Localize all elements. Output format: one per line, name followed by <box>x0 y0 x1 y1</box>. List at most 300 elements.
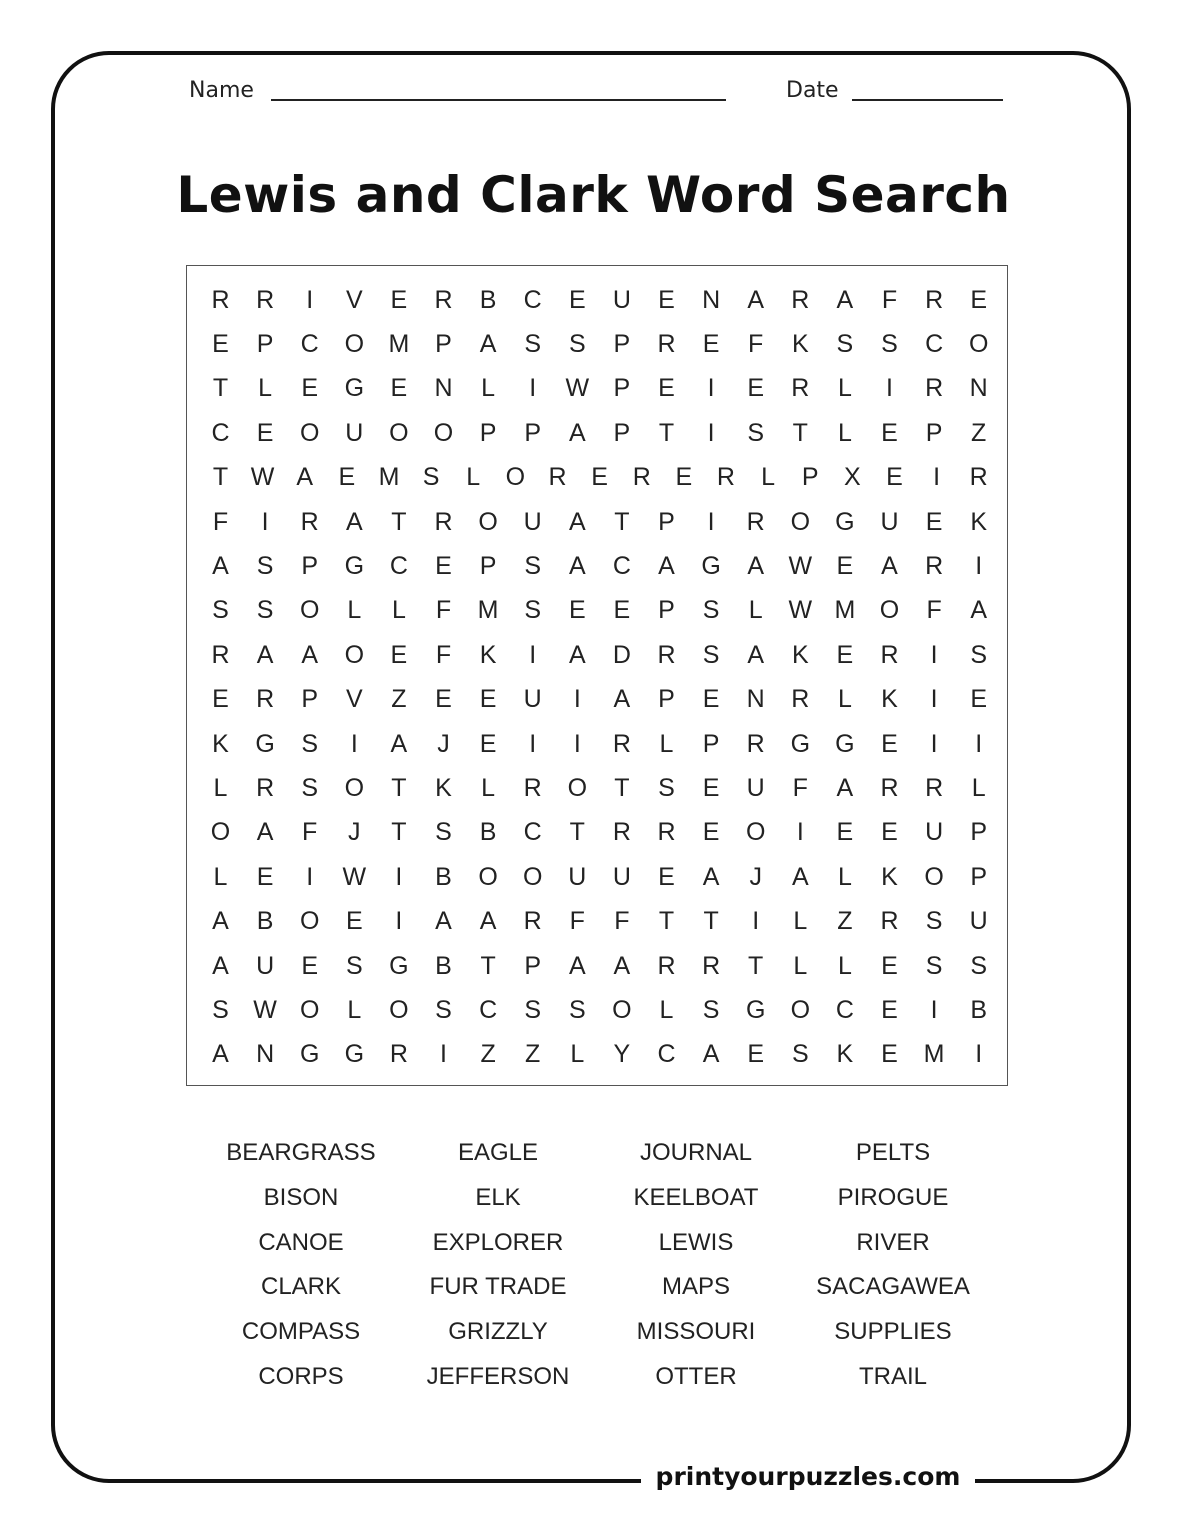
grid-letter[interactable]: R <box>702 951 721 980</box>
grid-letter[interactable]: A <box>791 862 809 891</box>
grid-letter[interactable]: E <box>658 285 675 314</box>
grid-letter[interactable]: P <box>702 729 720 758</box>
grid-letter[interactable]: R <box>389 1040 408 1069</box>
grid-letter[interactable]: C <box>479 995 498 1024</box>
grid-letter[interactable]: R <box>925 551 944 580</box>
grid-letter[interactable]: E <box>435 551 452 580</box>
grid-letter[interactable]: V <box>345 285 363 314</box>
grid-letter[interactable]: E <box>836 551 854 580</box>
grid-letter[interactable]: W <box>342 862 367 891</box>
grid-letter[interactable]: R <box>523 907 542 936</box>
grid-letter[interactable]: S <box>435 995 452 1024</box>
grid-letter[interactable]: B <box>970 995 988 1024</box>
grid-letter[interactable]: R <box>657 329 676 358</box>
grid-letter[interactable]: R <box>657 640 676 669</box>
grid-letter[interactable]: P <box>435 329 452 358</box>
grid-letter[interactable]: O <box>299 596 320 625</box>
grid-letter[interactable]: E <box>747 1040 765 1069</box>
grid-letter[interactable]: I <box>261 507 269 536</box>
grid-letter[interactable]: G <box>701 551 721 580</box>
grid-letter[interactable]: J <box>348 818 361 847</box>
grid-letter[interactable]: T <box>614 773 630 802</box>
grid-letter[interactable]: E <box>886 463 903 492</box>
grid-letter[interactable]: U <box>746 773 765 802</box>
grid-letter[interactable]: G <box>344 551 365 580</box>
grid-letter[interactable]: C <box>300 329 319 358</box>
grid-letter[interactable]: A <box>212 551 229 580</box>
grid-letter[interactable]: G <box>389 951 409 980</box>
grid-letter[interactable]: U <box>256 951 275 980</box>
grid-letter[interactable]: O <box>879 596 900 625</box>
grid-letter[interactable]: G <box>255 729 275 758</box>
grid-letter[interactable]: U <box>523 685 542 714</box>
grid-letter[interactable]: A <box>568 418 586 447</box>
grid-letter[interactable]: L <box>837 862 852 891</box>
grid-letter[interactable]: M <box>378 463 400 492</box>
grid-letter[interactable]: A <box>212 951 229 980</box>
grid-letter[interactable]: E <box>301 374 319 403</box>
grid-letter[interactable]: E <box>390 285 408 314</box>
grid-letter[interactable]: P <box>801 463 819 492</box>
grid-letter[interactable]: S <box>524 551 542 580</box>
grid-letter[interactable]: A <box>702 1040 720 1069</box>
grid-letter[interactable]: G <box>835 729 855 758</box>
grid-letter[interactable]: R <box>925 773 944 802</box>
grid-letter[interactable]: L <box>659 995 674 1024</box>
grid-letter[interactable]: E <box>836 640 854 669</box>
grid-letter[interactable]: L <box>570 1040 585 1069</box>
grid-letter[interactable]: S <box>212 995 229 1024</box>
grid-letter[interactable]: O <box>478 862 498 891</box>
grid-letter[interactable]: S <box>747 418 765 447</box>
grid-letter[interactable]: B <box>479 285 497 314</box>
grid-letter[interactable]: E <box>435 685 452 714</box>
grid-letter[interactable]: I <box>930 640 938 669</box>
grid-letter[interactable]: K <box>791 329 809 358</box>
grid-letter[interactable]: K <box>435 773 452 802</box>
grid-letter[interactable]: E <box>970 285 988 314</box>
grid-letter[interactable]: E <box>338 463 356 492</box>
grid-letter[interactable]: A <box>296 463 314 492</box>
grid-letter[interactable]: R <box>300 507 319 536</box>
grid-letter[interactable]: A <box>256 818 274 847</box>
grid-letter[interactable]: O <box>745 818 766 847</box>
grid-letter[interactable]: E <box>256 418 274 447</box>
grid-letter[interactable]: Z <box>391 685 407 714</box>
grid-letter[interactable]: I <box>573 685 581 714</box>
grid-letter[interactable]: R <box>716 463 735 492</box>
grid-letter[interactable]: O <box>505 463 526 492</box>
grid-letter[interactable]: R <box>632 463 651 492</box>
grid-letter[interactable]: E <box>212 685 229 714</box>
grid-letter[interactable]: A <box>301 640 319 669</box>
grid-letter[interactable]: L <box>213 773 228 802</box>
grid-letter[interactable]: I <box>933 463 941 492</box>
grid-letter[interactable]: E <box>881 995 898 1024</box>
grid-letter[interactable]: E <box>479 729 497 758</box>
grid-letter[interactable]: R <box>791 374 810 403</box>
grid-letter[interactable]: R <box>612 729 631 758</box>
grid-letter[interactable]: O <box>433 418 454 447</box>
grid-letter[interactable]: L <box>837 418 852 447</box>
grid-letter[interactable]: E <box>881 818 898 847</box>
grid-letter[interactable]: O <box>612 995 632 1024</box>
grid-letter[interactable]: Z <box>480 1040 496 1069</box>
grid-letter[interactable]: F <box>435 640 452 669</box>
grid-letter[interactable]: A <box>568 640 586 669</box>
grid-letter[interactable]: E <box>390 374 408 403</box>
grid-letter[interactable]: L <box>837 951 852 980</box>
grid-letter[interactable]: P <box>658 507 675 536</box>
grid-letter[interactable]: M <box>388 329 410 358</box>
grid-letter[interactable]: O <box>567 773 588 802</box>
grid-letter[interactable]: F <box>302 818 318 847</box>
grid-letter[interactable]: I <box>796 818 804 847</box>
grid-letter[interactable]: J <box>749 862 762 891</box>
grid-letter[interactable]: T <box>703 907 719 936</box>
grid-letter[interactable]: F <box>881 285 898 314</box>
grid-letter[interactable]: U <box>880 507 899 536</box>
grid-letter[interactable]: E <box>479 685 497 714</box>
grid-letter[interactable]: Z <box>837 907 853 936</box>
grid-letter[interactable]: Z <box>971 418 987 447</box>
grid-letter[interactable]: O <box>299 418 320 447</box>
grid-letter[interactable]: G <box>790 729 811 758</box>
grid-letter[interactable]: W <box>788 551 813 580</box>
grid-letter[interactable]: A <box>435 907 452 936</box>
grid-letter[interactable]: S <box>970 640 988 669</box>
grid-letter[interactable]: P <box>256 329 274 358</box>
grid-letter[interactable]: T <box>212 463 229 492</box>
grid-letter[interactable]: A <box>212 1040 229 1069</box>
grid-letter[interactable]: R <box>434 507 453 536</box>
grid-letter[interactable]: O <box>344 329 365 358</box>
grid-letter[interactable]: I <box>306 862 314 891</box>
grid-letter[interactable]: P <box>479 418 497 447</box>
grid-letter[interactable]: L <box>659 729 674 758</box>
grid-letter[interactable]: S <box>702 995 720 1024</box>
grid-letter[interactable]: I <box>975 551 983 580</box>
grid-letter[interactable]: S <box>524 596 542 625</box>
grid-letter[interactable]: S <box>212 596 229 625</box>
grid-letter[interactable]: S <box>435 818 452 847</box>
grid-letter[interactable]: O <box>790 507 811 536</box>
grid-letter[interactable]: S <box>422 463 440 492</box>
grid-letter[interactable]: I <box>395 862 403 891</box>
grid-letter[interactable]: A <box>613 951 631 980</box>
grid-letter[interactable]: I <box>707 507 715 536</box>
grid-letter[interactable]: R <box>256 285 275 314</box>
grid-letter[interactable]: G <box>344 374 365 403</box>
grid-letter[interactable]: E <box>702 818 720 847</box>
grid-letter[interactable]: R <box>256 685 275 714</box>
grid-letter[interactable]: T <box>614 507 630 536</box>
grid-letter[interactable]: M <box>923 1040 945 1069</box>
grid-letter[interactable]: K <box>791 640 809 669</box>
grid-letter[interactable]: Y <box>613 1040 631 1069</box>
grid-letter[interactable]: R <box>256 773 275 802</box>
grid-letter[interactable]: L <box>347 596 362 625</box>
grid-letter[interactable]: N <box>746 685 765 714</box>
grid-letter[interactable]: S <box>925 907 943 936</box>
grid-letter[interactable]: S <box>345 951 363 980</box>
grid-letter[interactable]: C <box>389 551 408 580</box>
grid-letter[interactable]: L <box>971 773 986 802</box>
grid-letter[interactable]: L <box>793 907 808 936</box>
grid-letter[interactable]: R <box>880 907 899 936</box>
grid-letter[interactable]: E <box>390 640 408 669</box>
grid-letter[interactable]: C <box>925 329 944 358</box>
grid-letter[interactable]: E <box>970 685 988 714</box>
grid-letter[interactable]: E <box>702 329 720 358</box>
grid-letter[interactable]: I <box>573 729 581 758</box>
grid-letter[interactable]: E <box>925 507 943 536</box>
grid-letter[interactable]: E <box>675 463 693 492</box>
grid-letter[interactable]: G <box>299 1040 320 1069</box>
grid-letter[interactable]: P <box>524 951 542 980</box>
grid-letter[interactable]: W <box>565 374 590 403</box>
grid-letter[interactable]: Z <box>525 1040 541 1069</box>
grid-letter[interactable]: P <box>658 685 675 714</box>
grid-letter[interactable]: K <box>836 1040 854 1069</box>
grid-letter[interactable]: T <box>569 818 585 847</box>
grid-letter[interactable]: R <box>523 773 542 802</box>
grid-letter[interactable]: O <box>299 995 320 1024</box>
grid-letter[interactable]: K <box>970 507 988 536</box>
grid-letter[interactable]: U <box>969 907 988 936</box>
grid-letter[interactable]: E <box>747 374 765 403</box>
grid-letter[interactable]: S <box>658 773 675 802</box>
grid-letter[interactable]: A <box>613 685 631 714</box>
grid-letter[interactable]: A <box>479 907 497 936</box>
grid-letter[interactable]: R <box>746 507 765 536</box>
grid-letter[interactable]: T <box>391 818 407 847</box>
grid-letter[interactable]: E <box>881 418 898 447</box>
grid-letter[interactable]: K <box>881 685 898 714</box>
grid-letter[interactable]: E <box>881 951 898 980</box>
grid-letter[interactable]: C <box>211 418 230 447</box>
grid-letter[interactable]: L <box>748 596 763 625</box>
grid-letter[interactable]: S <box>836 329 854 358</box>
grid-letter[interactable]: A <box>568 951 586 980</box>
grid-letter[interactable]: T <box>480 951 496 980</box>
grid-letter[interactable]: U <box>925 818 944 847</box>
grid-letter[interactable]: P <box>301 685 319 714</box>
grid-letter[interactable]: I <box>306 285 314 314</box>
grid-letter[interactable]: S <box>702 640 720 669</box>
grid-letter[interactable]: B <box>256 907 274 936</box>
grid-letter[interactable]: K <box>881 862 898 891</box>
grid-letter[interactable]: E <box>658 862 675 891</box>
grid-letter[interactable]: R <box>925 285 944 314</box>
grid-letter[interactable]: O <box>968 329 989 358</box>
grid-letter[interactable]: U <box>568 862 587 891</box>
grid-letter[interactable]: L <box>391 596 406 625</box>
grid-letter[interactable]: R <box>791 285 810 314</box>
name-field[interactable] <box>271 99 726 101</box>
grid-letter[interactable]: T <box>658 418 675 447</box>
grid-letter[interactable]: G <box>745 995 766 1024</box>
grid-letter[interactable]: A <box>747 551 765 580</box>
grid-letter[interactable]: T <box>748 951 764 980</box>
grid-letter[interactable]: K <box>212 729 229 758</box>
grid-letter[interactable]: A <box>390 729 408 758</box>
grid-letter[interactable]: L <box>837 374 852 403</box>
grid-letter[interactable]: R <box>434 285 453 314</box>
grid-letter[interactable]: L <box>761 463 776 492</box>
grid-letter[interactable]: C <box>835 995 854 1024</box>
grid-letter[interactable]: S <box>568 995 586 1024</box>
grid-letter[interactable]: K <box>479 640 497 669</box>
grid-letter[interactable]: A <box>256 640 274 669</box>
grid-letter[interactable]: A <box>658 551 675 580</box>
grid-letter[interactable]: I <box>886 374 893 403</box>
grid-letter[interactable]: O <box>478 507 498 536</box>
grid-letter[interactable]: R <box>657 951 676 980</box>
grid-letter[interactable]: A <box>747 285 765 314</box>
grid-letter[interactable]: P <box>658 596 675 625</box>
grid-letter[interactable]: A <box>345 507 363 536</box>
grid-letter[interactable]: R <box>880 773 899 802</box>
grid-letter[interactable]: L <box>213 862 228 891</box>
grid-letter[interactable]: L <box>258 374 273 403</box>
grid-letter[interactable]: A <box>568 551 586 580</box>
grid-letter[interactable]: O <box>299 907 320 936</box>
grid-letter[interactable]: N <box>969 374 988 403</box>
grid-letter[interactable]: E <box>613 596 631 625</box>
grid-letter[interactable]: T <box>658 907 675 936</box>
grid-letter[interactable]: A <box>702 862 720 891</box>
grid-letter[interactable]: A <box>881 551 898 580</box>
grid-letter[interactable]: W <box>253 995 277 1024</box>
grid-letter[interactable]: U <box>345 418 364 447</box>
grid-letter[interactable]: S <box>256 551 274 580</box>
grid-letter[interactable]: I <box>350 729 358 758</box>
grid-letter[interactable]: O <box>924 862 944 891</box>
grid-letter[interactable]: U <box>612 285 631 314</box>
grid-letter[interactable]: L <box>347 995 362 1024</box>
grid-letter[interactable]: L <box>837 685 852 714</box>
grid-letter[interactable]: I <box>930 729 938 758</box>
grid-letter[interactable]: T <box>212 374 229 403</box>
grid-letter[interactable]: I <box>529 729 537 758</box>
grid-letter[interactable]: U <box>612 862 631 891</box>
grid-letter[interactable]: O <box>389 995 409 1024</box>
grid-letter[interactable]: E <box>881 1040 898 1069</box>
grid-letter[interactable]: S <box>301 729 319 758</box>
grid-letter[interactable]: F <box>212 507 229 536</box>
grid-letter[interactable]: L <box>466 463 481 492</box>
grid-letter[interactable]: T <box>792 418 808 447</box>
grid-letter[interactable]: C <box>612 551 631 580</box>
grid-letter[interactable]: I <box>529 374 537 403</box>
grid-letter[interactable]: P <box>301 551 319 580</box>
grid-letter[interactable]: O <box>210 818 231 847</box>
grid-letter[interactable]: O <box>522 862 543 891</box>
grid-letter[interactable]: W <box>788 596 813 625</box>
grid-letter[interactable]: I <box>529 640 537 669</box>
grid-letter[interactable]: C <box>523 818 542 847</box>
grid-letter[interactable]: S <box>568 329 586 358</box>
grid-letter[interactable]: A <box>747 640 765 669</box>
grid-letter[interactable]: I <box>440 1040 447 1069</box>
grid-letter[interactable]: A <box>836 285 854 314</box>
grid-letter[interactable]: T <box>391 507 407 536</box>
grid-letter[interactable]: G <box>344 1040 365 1069</box>
grid-letter[interactable]: S <box>925 951 943 980</box>
grid-letter[interactable]: E <box>568 285 586 314</box>
grid-letter[interactable]: I <box>707 374 715 403</box>
grid-letter[interactable]: R <box>211 640 230 669</box>
grid-letter[interactable]: F <box>748 329 764 358</box>
grid-letter[interactable]: N <box>256 1040 275 1069</box>
grid-letter[interactable]: S <box>256 596 274 625</box>
grid-letter[interactable]: S <box>524 995 542 1024</box>
grid-letter[interactable]: P <box>970 862 988 891</box>
grid-letter[interactable]: E <box>256 862 274 891</box>
grid-letter[interactable]: F <box>926 596 942 625</box>
grid-letter[interactable]: S <box>791 1040 809 1069</box>
grid-letter[interactable]: I <box>752 907 760 936</box>
grid-letter[interactable]: B <box>435 862 452 891</box>
grid-letter[interactable]: E <box>836 818 854 847</box>
grid-letter[interactable]: A <box>970 596 988 625</box>
date-field[interactable] <box>852 99 1003 101</box>
grid-letter[interactable]: C <box>657 1040 676 1069</box>
grid-letter[interactable]: I <box>707 418 715 447</box>
grid-letter[interactable]: R <box>880 640 899 669</box>
grid-letter[interactable]: N <box>702 285 721 314</box>
grid-letter[interactable]: I <box>975 729 983 758</box>
grid-letter[interactable]: E <box>345 907 363 936</box>
grid-letter[interactable]: E <box>568 596 586 625</box>
grid-letter[interactable]: S <box>301 773 319 802</box>
grid-letter[interactable]: E <box>702 685 720 714</box>
grid-letter[interactable]: F <box>792 773 808 802</box>
grid-letter[interactable]: R <box>548 463 567 492</box>
grid-letter[interactable]: O <box>790 995 811 1024</box>
grid-letter[interactable]: L <box>481 773 496 802</box>
grid-letter[interactable]: E <box>301 951 319 980</box>
grid-letter[interactable]: S <box>970 951 988 980</box>
grid-letter[interactable]: V <box>345 685 363 714</box>
grid-letter[interactable]: L <box>793 951 808 980</box>
grid-letter[interactable]: S <box>881 329 898 358</box>
grid-letter[interactable]: I <box>395 907 403 936</box>
grid-letter[interactable]: M <box>477 596 499 625</box>
grid-letter[interactable]: L <box>481 374 496 403</box>
grid-letter[interactable]: J <box>437 729 450 758</box>
grid-letter[interactable]: N <box>434 374 453 403</box>
grid-letter[interactable]: B <box>435 951 452 980</box>
grid-letter[interactable]: R <box>791 685 810 714</box>
grid-letter[interactable]: E <box>881 729 898 758</box>
grid-letter[interactable]: P <box>970 818 988 847</box>
grid-letter[interactable]: O <box>344 773 365 802</box>
grid-letter[interactable]: B <box>479 818 497 847</box>
grid-letter[interactable]: R <box>925 374 944 403</box>
grid-letter[interactable]: A <box>479 329 497 358</box>
grid-letter[interactable]: R <box>211 285 230 314</box>
grid-letter[interactable]: U <box>523 507 542 536</box>
grid-letter[interactable]: P <box>479 551 497 580</box>
grid-letter[interactable]: E <box>658 374 675 403</box>
grid-letter[interactable]: R <box>612 818 631 847</box>
grid-letter[interactable]: G <box>835 507 855 536</box>
grid-letter[interactable]: P <box>613 374 631 403</box>
grid-letter[interactable]: I <box>975 1040 983 1069</box>
grid-letter[interactable]: I <box>930 995 938 1024</box>
